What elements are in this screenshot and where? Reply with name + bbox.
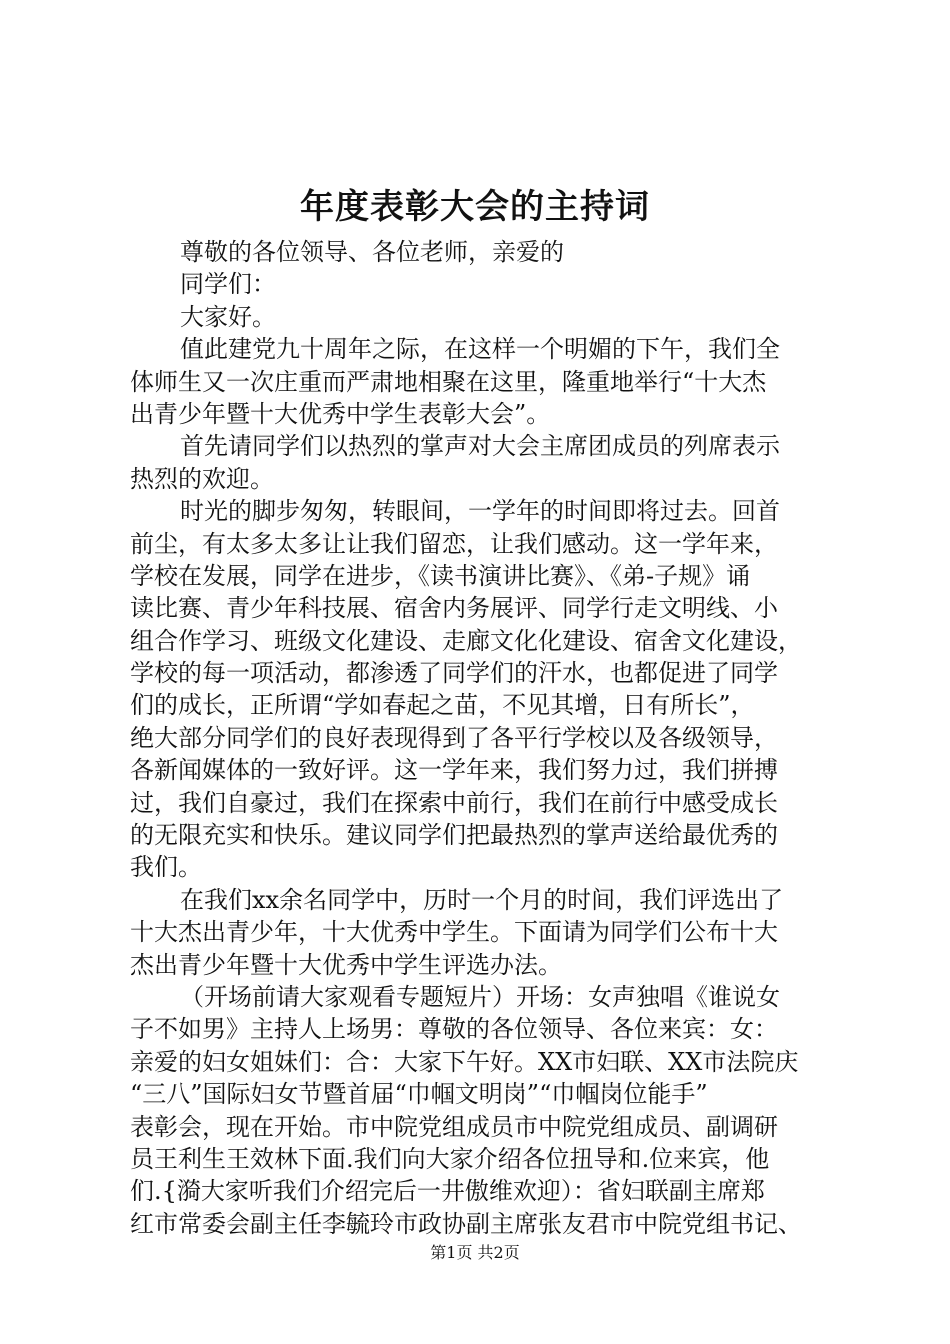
text-line: 的无限充实和快乐。建议同学们把最热烈的掌声送给最优秀的 bbox=[130, 821, 778, 850]
text-line: 子不如男》主持人上场男：尊敬的各位领导、各位来宾：女： bbox=[130, 1015, 778, 1044]
text-line: 尊敬的各位领导、各位老师，亲爱的 bbox=[180, 238, 564, 266]
text-line: 大家好。 bbox=[180, 302, 276, 331]
document-title: 年度表彰大会的主持词 bbox=[300, 187, 650, 227]
document-body bbox=[130, 236, 840, 1240]
text-line: 表彰会，现在开始。市中院党组成员市中院党组成员、副调研 bbox=[130, 1112, 778, 1141]
text-line: 时光的脚步匆匆，转眼间，一学年的时间即将过去。回首 bbox=[180, 497, 780, 526]
text-line: 红市常委会副主任李毓玲市政协副主席张友君市中院党组书记、 bbox=[130, 1209, 802, 1238]
text-line: 值此建党九十周年之际，在这样一个明媚的下午，我们全 bbox=[180, 335, 780, 364]
text-line: 学校在发展，同学在进步，《读书演讲比赛》、《弟-子规》诵 bbox=[130, 561, 751, 590]
text-line: 在我们xx余名同学中，历时一个月的时间，我们评选出了 bbox=[180, 885, 784, 914]
page-footer: 第1页 共2页 bbox=[430, 1243, 520, 1262]
text-line: 过，我们自豪过，我们在探索中前行，我们在前行中感受成长 bbox=[130, 788, 778, 817]
text-line: 们.{漪大家听我们介绍完后一井傲维欢迎）：省妇联副主席郑 bbox=[130, 1177, 765, 1206]
text-line: 同学们： bbox=[180, 270, 276, 299]
text-line: 们的成长，正所谓“学如春起之苗，不见其增，日有所长”， bbox=[130, 691, 755, 720]
text-line: 绝大部分同学们的良好表现得到了各平行学校以及各级领导， bbox=[130, 723, 778, 752]
text-line: 员王利生王效林下面.我们向大家介绍各位扭导和.位来宾，他 bbox=[130, 1144, 770, 1173]
text-line: 体师生又一次庄重而严肃地相聚在这里，隆重地举行“十大杰 bbox=[130, 367, 767, 396]
text-line: 前尘，有太多太多让让我们留恋，让我们感动。这一学年来， bbox=[130, 529, 778, 558]
text-line: （开场前请大家观看专题短片）开场：女声独唱《谁说女 bbox=[180, 982, 780, 1011]
text-line: 十大杰出青少年，十大优秀中学生。下面请为同学们公布十大 bbox=[130, 918, 778, 947]
text-line: 学校的每一项活动，都渗透了同学们的汗水，也都促进了同学 bbox=[130, 659, 778, 688]
text-line: 杰出青少年暨十大优秀中学生评选办法。 bbox=[130, 950, 562, 979]
text-line: 各新闻媒体的一致好评。这一学年来，我们努力过，我们拼搏 bbox=[130, 756, 778, 785]
text-line: 组合作学习、班级文化建设、走廊文化化建设、宿舍文化建设， bbox=[130, 626, 802, 655]
text-line: 亲爱的妇女姐妹们：合：大家下午好。XX市妇联、XX市法院庆 bbox=[130, 1047, 799, 1076]
text-line: 首先请同学们以热烈的掌声对大会主席团成员的列席表示 bbox=[180, 432, 780, 461]
text-line: 我们。 bbox=[130, 853, 202, 882]
text-line: 读比赛、青少年科技展、宿舍内务展评、同学行走文明线、小 bbox=[130, 594, 778, 623]
text-line: “三八”国际妇女节暨首届“巾帼文明岗”“巾帼岗位能手” bbox=[130, 1080, 708, 1109]
text-line: 出青少年暨十大优秀中学生表彰大会”。 bbox=[130, 399, 551, 428]
text-line: 热烈的欢迎。 bbox=[130, 464, 274, 493]
